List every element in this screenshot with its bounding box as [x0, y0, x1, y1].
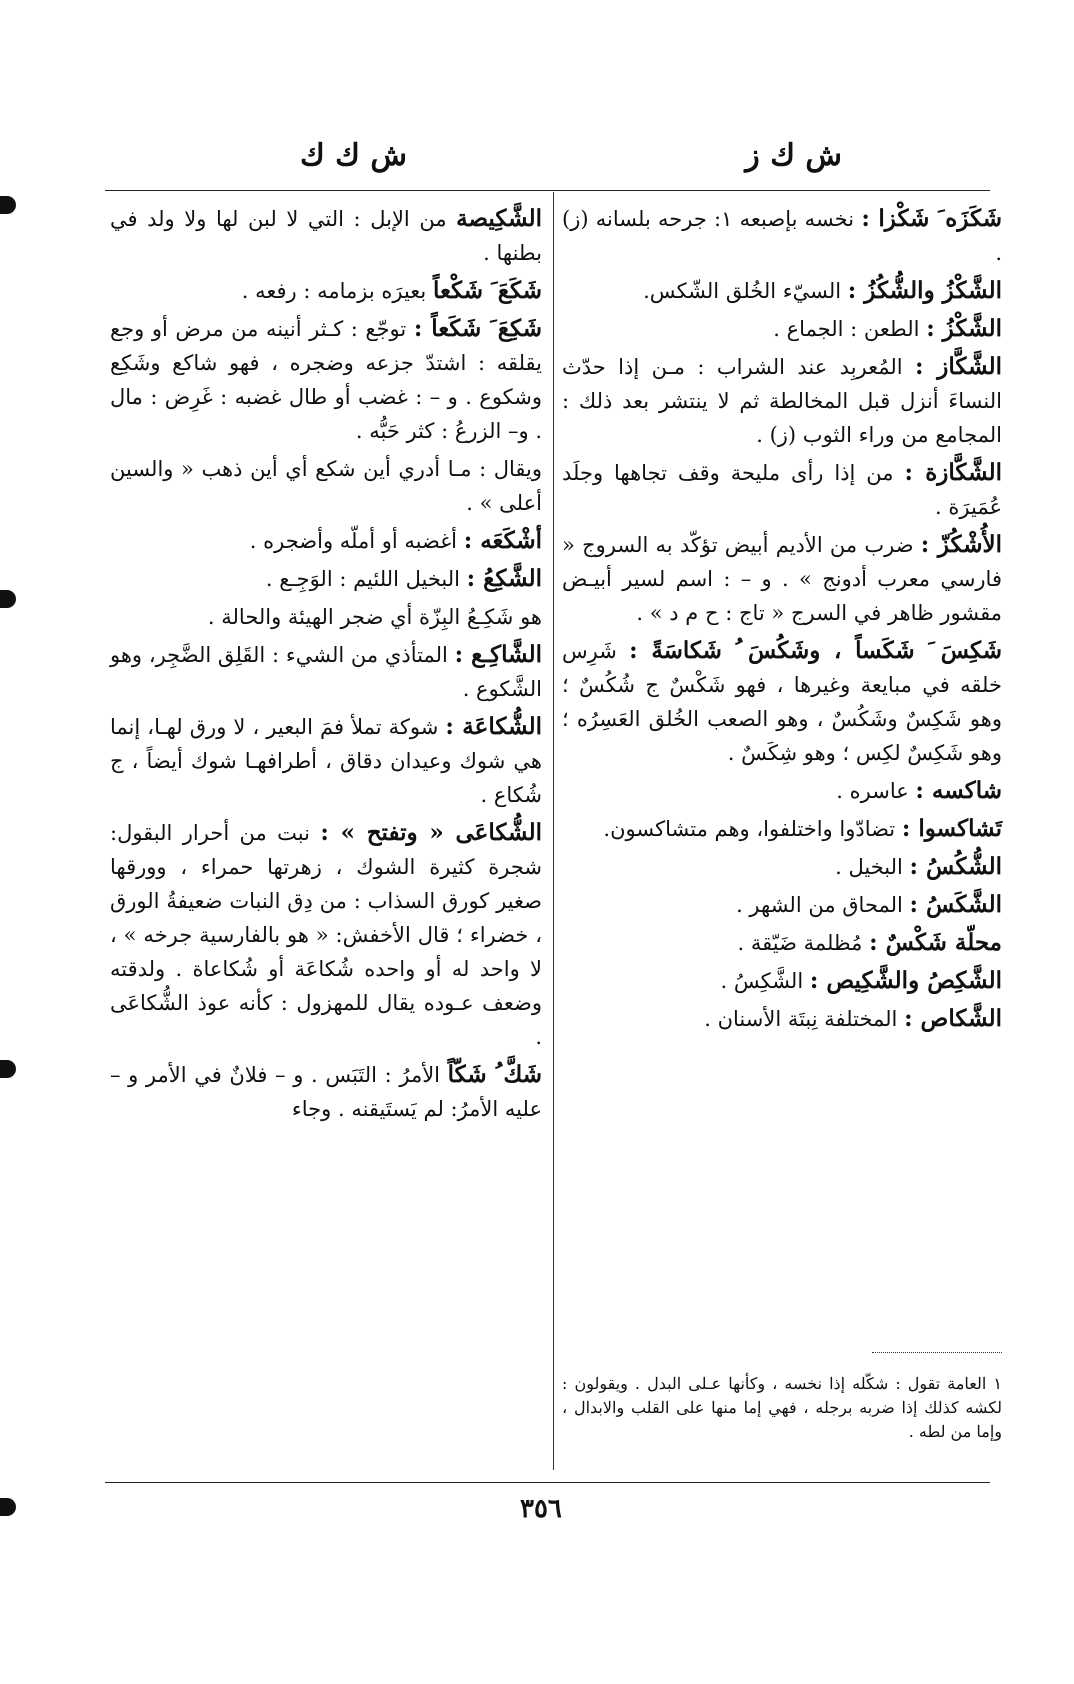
right-column-root-header: ش ك ز	[745, 138, 842, 173]
entry-text: شوكة تملأ فمَ البعير ، لا ورق لهـا، إنما هي شوك وعيدان دقاق ، أطرافهـا شوك أيضاً ، ج شُكاع .	[110, 715, 542, 807]
left-column-root-header: ش ك ك	[300, 138, 407, 173]
entry-headword: الشَّاكِـع :	[454, 641, 542, 668]
entry	[562, 202, 1002, 270]
entry-text: توجّع : كـثر أنينه من مرض أو وجع يقلقه : اشتدّ جزعه وضجره ، فهو شاكع وشَكِع وشكوع . و – : غضب أو طال غضبه : غَرِض : مال . و– الزرعُ : كثر حَبُّه .	[110, 317, 542, 443]
binding-mark	[0, 1060, 16, 1078]
entry	[562, 274, 1002, 308]
entry	[562, 774, 1002, 808]
entry-text: الشَّكِسُ .	[720, 969, 810, 993]
entry	[110, 1058, 542, 1126]
entry	[110, 312, 542, 448]
entry	[562, 850, 1002, 884]
entry-headword: شَكَّ ُ شَكّاً	[447, 1061, 542, 1088]
entry-headword: الشَّكِعُ :	[466, 565, 542, 592]
entry-text: عاسره .	[836, 779, 916, 803]
entry-text: من إذا رأى مليحة وقف تجاهها وجلَد عُمَيرَة .	[562, 461, 1002, 519]
entry-headword: الشُّكاعَة :	[445, 713, 542, 740]
entry-text: المختلفة نِبتَة الأسنان .	[704, 1007, 905, 1031]
entry-headword: تَشاكسوا :	[901, 815, 1002, 842]
entry	[562, 888, 1002, 922]
entry	[562, 964, 1002, 998]
entry-text: نبت من أحرار البقول: شجرة كثيرة الشوك ، زهرتها حمراء ، وورقها صغير كورق السذاب : من دِق النبات ضعيفةُ الورق ، خضراء ؛ قال الأخفش: « هو بالفارسية جرخه » ، لا واحد له أو واحده شُكاعَة أو شُكاعاة . ولدقته وضعف عـوده يقال للمهزول : كأنه عوذ الشُّكاعَى .	[110, 821, 542, 1049]
entry-headword: أشْكَعَه :	[463, 527, 542, 554]
entry-text: المحاق من الشهر .	[736, 893, 910, 917]
binding-mark	[0, 196, 16, 214]
entry-text: من الإبل : التي لا لبن لها ولا ولد في بطنها .	[110, 207, 542, 265]
entry	[562, 350, 1002, 452]
entry	[110, 274, 542, 308]
entry-text: السيّء الخُلق الشّكس.	[643, 279, 848, 303]
right-column	[562, 202, 1002, 1040]
entry	[110, 524, 542, 558]
entry	[562, 456, 1002, 524]
entry-text: نخسه بإصبعه ١: جرحه بلسانه (ز) .	[562, 207, 1002, 265]
entry	[110, 638, 542, 706]
entry	[562, 926, 1002, 960]
entry-headword: الشَّكَّاز :	[915, 353, 1002, 380]
entry-headword: الشَّكْزُ والشُّكُزُ :	[847, 277, 1002, 304]
binding-mark	[0, 1498, 16, 1516]
entry	[110, 562, 542, 596]
entry-headword: شَكَزَه َ شَكْزا :	[861, 205, 1002, 232]
entry	[110, 816, 542, 1054]
left-column	[110, 202, 542, 1130]
entry-headword: الشَّكاص :	[904, 1005, 1002, 1032]
top-rule	[105, 190, 990, 191]
footnote-rule	[872, 1352, 1002, 1353]
entry	[562, 1002, 1002, 1036]
entry-headword: الشُّكُسُ :	[909, 853, 1002, 880]
entry-headword: الشَّكَسُ :	[909, 891, 1002, 918]
entry-headword: الشَّكَّازة :	[904, 459, 1002, 486]
binding-mark	[0, 590, 16, 608]
entry-text: بعيرَه بزمامه : رفعه .	[241, 279, 433, 303]
entry-text: ضرب من الأديم أبيض تؤكّد به السروج « فارسي معرب أدونج » . و – : اسم لسير أبيـض مقشور ظاهر في السرج « تاج : ح م د » .	[562, 533, 1002, 625]
entry-headword: الشَّكْزُ :	[926, 315, 1002, 342]
entry-headword: الشُّكاعَى « وتفتح » :	[320, 819, 542, 846]
entry-headword: شاكسه :	[915, 777, 1002, 804]
entry	[110, 710, 542, 812]
entry-headword: شَكِسَ َ شَكَساً ، وشَكُسَ ُ شَكاسَةً :	[629, 637, 1002, 664]
entry-text: مُظلمة ضَيّقة .	[737, 931, 870, 955]
entry-text: هو شَكِـعُ البِزّة أي ضجر الهيئة والحالة .	[207, 605, 542, 629]
entry-headword: شَكَعَ َ شَكْعاً	[432, 277, 542, 304]
entry-headword: الأُشْكُزّ :	[920, 531, 1003, 558]
entry-headword: الشَّكِيصة	[456, 205, 542, 232]
footnotes	[562, 1372, 1002, 1448]
entry-text: المُعربِد عند الشراب : مـن إذا حدّث النساءَ أنزل قبل المخالطة ثم لا ينتشر بعد ذلك : المجامع من وراء الثوب (ز) .	[562, 355, 1002, 447]
entry-text: البخيل .	[835, 855, 910, 879]
entry-headword: شَكِعَ َ شَكَعاً :	[413, 315, 542, 342]
page-number: ٣٥٦	[520, 1494, 562, 1524]
footnote: ١ العامة تقول : شكّله إذا نخسه ، وكأنها عـلى البدل . ويقولون : لكشه كذلك إذا ضربه برجله ، فهي إما منها على القلب والابدال ، وإما من لطه .	[562, 1374, 1002, 1441]
entry	[562, 312, 1002, 346]
entry	[562, 634, 1002, 770]
entry	[110, 202, 542, 270]
entry-text: شَرِس خلقه في مبايعة وغيرها ، فهو شَكْسٌ ج شُكُسٌ ؛ وهو شَكِسٌ وشَكُسٌ ، وهو الصعب الخُلق العَسِرُه ؛ وهو شَكِسٌ لكِس ؛ وهو شِكَسٌ .	[562, 639, 1002, 765]
column-divider	[553, 192, 554, 1470]
entry-text: الأمرُ : التَبَس . و – فلانٌ في الأمر و – عليه الأمرُ: لم يَستَيقنه . وجاء	[110, 1063, 542, 1121]
bottom-rule	[105, 1482, 990, 1483]
entry-text: الطعن : الجماع .	[773, 317, 927, 341]
entry-text: تضادّوا واختلفوا، وهم متشاكسون.	[603, 817, 902, 841]
entry	[110, 600, 542, 634]
entry-text: البخيل اللئيم : الوَجِـع .	[265, 567, 467, 591]
entry-text: أغضبه أو أملّه وأضجره .	[249, 529, 464, 553]
entry-text: ويقال : مـا أدري أين شكع أي أين ذهب « والسين أعلى » .	[110, 457, 542, 515]
entry	[562, 812, 1002, 846]
entry	[110, 452, 542, 520]
entry-headword: محلّة شَكْسٌ :	[869, 929, 1002, 956]
entry	[562, 528, 1002, 630]
entry-text: المتأذي من الشيء : القَلِق الضَّجِر، وهو الشَّكوع .	[110, 643, 542, 701]
entry-headword: الشَّكِصُ والشَّكِيص :	[809, 967, 1002, 994]
